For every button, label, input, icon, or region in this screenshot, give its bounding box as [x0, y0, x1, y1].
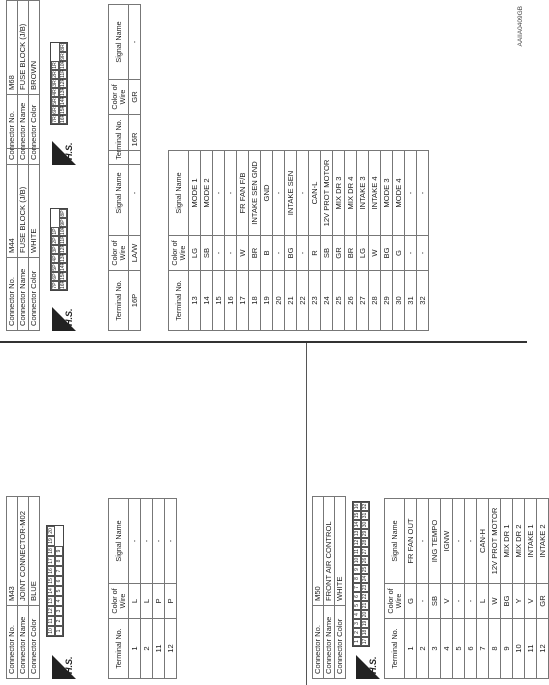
wire-color: BG — [381, 236, 393, 271]
m50-connector-color: WHITE — [335, 497, 346, 606]
m44-connector-no: M44 — [7, 149, 18, 258]
connector-pin: 17 — [362, 638, 368, 645]
signal-name: - — [165, 499, 177, 584]
pin-row — [465, 499, 477, 679]
signal-name: MIX DR 4 — [345, 151, 357, 236]
m44-pin-table-wrap — [108, 150, 141, 331]
left-divider — [306, 343, 307, 685]
m68-pin-table: Terminal No. Color of Wire Signal Name 16R GR - — [108, 4, 141, 165]
connector-pin: 1 — [353, 637, 361, 646]
pin-row — [273, 151, 285, 331]
connector-pin: 5 — [55, 586, 63, 596]
pin-row — [225, 151, 237, 331]
connector-pin: 7P — [52, 282, 58, 289]
connector-pin: 13R — [60, 86, 66, 96]
connector-pin: 9 — [353, 565, 361, 574]
m44-info-table: Connector No. M44 Connector Name FUSE BLOCK (J/B) Connector Color WHITE — [6, 148, 40, 331]
m44-pin-table: Terminal No. Color of Wire Signal Name 16P LA/W - — [108, 150, 141, 331]
signal-name: CAN-H — [477, 499, 489, 584]
connector-pin: 18 — [362, 629, 368, 636]
pin-row — [285, 151, 297, 331]
wire-color: - — [225, 236, 237, 271]
pin-row — [357, 151, 369, 331]
connector-pin: 7 — [353, 583, 361, 592]
connector-pin: 20 — [362, 611, 368, 618]
connector-pin: 4 — [353, 610, 361, 619]
wire-color: V — [441, 584, 453, 619]
m44-connector-name: FUSE BLOCK (J/B) — [18, 149, 29, 258]
connector-pin: 27 — [362, 548, 368, 555]
terminal-no: 23 — [309, 271, 321, 331]
terminal-no: 7 — [477, 619, 489, 679]
pin-row — [189, 151, 201, 331]
signal-name: 12V PROT MOTOR — [489, 499, 501, 584]
connector-pin: 19 — [47, 536, 55, 546]
m50-pin-table-wrap — [384, 498, 549, 679]
m43-pin-table-wrap — [108, 498, 177, 679]
wire-color: SB — [201, 236, 213, 271]
signal-name: - — [141, 499, 153, 584]
terminal-no: 17 — [237, 271, 249, 331]
connector-pin-row — [51, 209, 59, 290]
connector-pin: 6P — [52, 273, 58, 280]
connector-pin: 3R — [52, 80, 58, 87]
pin-row — [417, 499, 429, 679]
wire-color: L — [141, 584, 153, 619]
connector-pin: 1R — [52, 62, 58, 69]
terminal-no: 18 — [249, 271, 261, 331]
pin-row — [141, 499, 153, 679]
signal-name: INTAKE 1 — [525, 499, 537, 584]
connector-pin: 22 — [362, 593, 368, 600]
connector-pin: 12 — [47, 606, 55, 616]
wire-color: LG — [189, 236, 201, 271]
hs-icon: H.S. — [52, 653, 77, 679]
wire-color: BG — [501, 584, 513, 619]
signal-name: MODE 4 — [393, 151, 405, 236]
signal-name: FR FAN F/B — [237, 151, 249, 236]
connector-pin: 12 — [354, 539, 360, 546]
connector-pin: 4R — [52, 89, 58, 96]
signal-name: IGNW — [441, 499, 453, 584]
terminal-no: 4 — [441, 619, 453, 679]
signal-name: CAN-L — [309, 151, 321, 236]
connector-pin: 6 — [55, 576, 63, 586]
connector-pin: 26 — [362, 557, 368, 564]
connector-pin: 2 — [353, 628, 361, 637]
m43-connector-color: BLUE — [29, 497, 40, 606]
connector-pin: 11 — [47, 616, 55, 626]
terminal-no: 28 — [369, 271, 381, 331]
connector-pin: 20 — [47, 526, 55, 536]
connector-pin: 13 — [47, 596, 55, 606]
terminal-no: 15 — [213, 271, 225, 331]
pin-row — [489, 499, 501, 679]
connector-pin: 3 — [353, 619, 361, 628]
signal-name: - — [225, 151, 237, 236]
connector-pin: 31 — [362, 512, 368, 519]
connector-pin: 16 — [47, 566, 55, 576]
connector-pin: 16R — [60, 113, 66, 123]
wire-color: - — [453, 584, 465, 619]
wire-color: SB — [429, 584, 441, 619]
signal-name: MODE 3 — [381, 151, 393, 236]
terminal-no: 5 — [453, 619, 465, 679]
wire-color: Y — [513, 584, 525, 619]
signal-name: MIX DR 1 — [501, 499, 513, 584]
wire-color: BG — [285, 236, 297, 271]
wire-color: V — [525, 584, 537, 619]
wire-color: W — [489, 584, 501, 619]
connector-pin: 29 — [362, 530, 368, 537]
pin-row — [417, 151, 429, 331]
terminal-no: 8 — [489, 619, 501, 679]
connector-pin: 19 — [362, 620, 368, 627]
m68-info-table: Connector No. M68 Connector Name FUSE BLOCK (J/B) Connector Color BROWN — [6, 0, 40, 165]
pin-row — [201, 151, 213, 331]
terminal-no: 24 — [321, 271, 333, 331]
signal-name: - — [129, 5, 141, 80]
m50-block — [312, 496, 346, 679]
m50-info-table: Connector No. M50 Connector Name FRONT AIR CONTROL Connector Color WHITE — [312, 496, 346, 679]
pin-row — [513, 499, 525, 679]
terminal-no: 27 — [357, 271, 369, 331]
m43-connector-face — [46, 525, 64, 637]
wire-color: - — [405, 236, 417, 271]
connector-pin: 4 — [55, 596, 63, 606]
m68-connector-name: FUSE BLOCK (J/B) — [18, 1, 29, 95]
terminal-no: 16P — [129, 271, 141, 331]
signal-name: - — [129, 151, 141, 236]
connector-pin: 5R — [52, 98, 58, 105]
pin-row — [129, 499, 141, 679]
terminal-no: 30 — [393, 271, 405, 331]
wire-color: - — [297, 236, 309, 271]
hs-icon: H.S. — [52, 305, 77, 331]
pin-row — [261, 151, 273, 331]
connector-pin: 15 — [354, 512, 360, 519]
wire-color: B — [261, 236, 273, 271]
wire-color: G — [405, 584, 417, 619]
connector-pin: 17 — [47, 556, 55, 566]
signal-name: - — [153, 499, 165, 584]
connector-pin: 14P — [60, 262, 66, 271]
terminal-no: 14 — [201, 271, 213, 331]
m50-pin-table: Terminal No. Color of Wire Signal Name 1 G FR FAN OUT 2 - - 3 SB ING TEMPO 4 V IGNW 5 - - 6 - - 7 L CAN-H 8 W 12V PROT MOTOR 9 BG MIX DR 1 10 Y MIX DR 2 11 V INTAKE 1 12 GR INTAKE 2 — [384, 498, 549, 679]
m50-connector-name: FRONT AIR CONTROL — [324, 497, 335, 606]
m50-connector-no: M50 — [313, 497, 324, 606]
m68-pin-table-wrap — [108, 4, 141, 165]
connector-pin: 30 — [362, 521, 368, 528]
pin-row — [537, 499, 549, 679]
connector-pin: 12R — [60, 77, 66, 87]
pin-row — [441, 499, 453, 679]
connector-pin: 10P — [60, 226, 66, 235]
terminal-no: 22 — [297, 271, 309, 331]
m68-block — [6, 0, 40, 165]
m43-pin-table: Terminal No. Color of Wire Signal Name 1 L - 2 L - 11 P - 12 P - — [108, 498, 177, 679]
connector-pin-row — [59, 209, 67, 290]
connector-pin: 25 — [362, 566, 368, 573]
connector-pin: 15 — [47, 576, 55, 586]
signal-name: - — [213, 151, 225, 236]
signal-name: - — [465, 499, 477, 584]
pin-row — [213, 151, 225, 331]
pin-row — [165, 499, 177, 679]
connector-pin: 5P — [52, 264, 58, 271]
pin-row — [525, 499, 537, 679]
pin-row — [381, 151, 393, 331]
signal-name: ING TEMPO — [429, 499, 441, 584]
connector-pin-row — [51, 43, 59, 124]
m44-connector-face — [50, 208, 68, 291]
terminal-no: 13 — [189, 271, 201, 331]
connector-pin: 4P — [52, 255, 58, 262]
wire-color: BR — [249, 236, 261, 271]
wire-color: BR — [345, 236, 357, 271]
signal-name: - — [273, 151, 285, 236]
pin-row — [453, 499, 465, 679]
connector-pin: 6 — [353, 592, 361, 601]
terminal-no: 2 — [417, 619, 429, 679]
connector-pin: 32 — [362, 503, 368, 510]
wire-color: - — [465, 584, 477, 619]
connector-pin: 28 — [362, 539, 368, 546]
terminal-no: 6 — [465, 619, 477, 679]
connector-pin: 15R — [60, 104, 66, 114]
connector-pin: 2P — [52, 237, 58, 244]
pin-row — [321, 151, 333, 331]
connector-pin: 14R — [60, 95, 66, 105]
connector-pin: 8P — [60, 210, 66, 217]
connector-pin: 21 — [362, 602, 368, 609]
signal-name: - — [453, 499, 465, 584]
signal-name: GND — [261, 151, 273, 236]
connector-pin: 1P — [52, 228, 58, 235]
wire-color: LA/W — [129, 236, 141, 271]
signal-name: - — [405, 151, 417, 236]
pin-row — [333, 151, 345, 331]
connector-pin: 9 — [55, 546, 63, 556]
connector-pin: 23 — [362, 584, 368, 591]
m44-connector-color: WHITE — [29, 149, 40, 258]
signal-name: - — [417, 499, 429, 584]
signal-name: 12V PROT MOTOR — [321, 151, 333, 236]
wire-color: R — [309, 236, 321, 271]
connector-pin: 18 — [47, 546, 55, 556]
wire-color: - — [213, 236, 225, 271]
wire-color: L — [477, 584, 489, 619]
connector-pin: 24 — [362, 575, 368, 582]
m44-block — [6, 148, 40, 331]
m43-block — [6, 496, 40, 679]
signal-name: - — [297, 151, 309, 236]
m43-connector-no: M43 — [7, 497, 18, 606]
terminal-no: 10 — [513, 619, 525, 679]
wire-color: LG — [357, 236, 369, 271]
terminal-no: 19 — [261, 271, 273, 331]
terminal-no: 12 — [165, 619, 177, 679]
terminal-no: 2 — [141, 619, 153, 679]
terminal-no: 20 — [273, 271, 285, 331]
connector-pin: 2 — [55, 616, 63, 626]
signal-name: - — [417, 151, 429, 236]
signal-name: MIX DR 2 — [513, 499, 525, 584]
wire-color: G — [393, 236, 405, 271]
connector-pin: 9R — [60, 53, 66, 60]
terminal-no: 25 — [333, 271, 345, 331]
wire-color: - — [417, 584, 429, 619]
m50-pin-table-continued: Terminal No. Color of Wire Signal Name 13 LG MODE 1 14 SB MODE 2 15 - - 16 - - 17 W FR FAN F/B 18 BR INTAKE SEN GND 19 B GND 20 - - 21 BG INTAKE SEN 22 - - 23 R CAN-L 24 SB 12V PROT MOTOR 25 GR MIX DR 3 26 BR MIX DR 4 27 LG INTAKE 3 28 W INTAKE 4 29 BG MODE 3 30 G MODE 4 31 - - 32 - - — [168, 150, 429, 331]
terminal-no: 16R — [129, 115, 141, 165]
m50-pin-table-cont-wrap — [168, 150, 429, 331]
connector-pin: 1 — [55, 626, 63, 636]
connector-pin: 16 — [354, 503, 360, 510]
pin-row — [393, 151, 405, 331]
terminal-no: 26 — [345, 271, 357, 331]
signal-name: MODE 2 — [201, 151, 213, 236]
terminal-no: 11 — [525, 619, 537, 679]
wire-color: SB — [321, 236, 333, 271]
connector-pin: 8 — [55, 556, 63, 566]
terminal-no: 31 — [405, 271, 417, 331]
connector-pin-row — [55, 526, 63, 636]
hs-icon: H.S. — [356, 653, 381, 679]
terminal-no: 32 — [417, 271, 429, 331]
pin-row — [129, 151, 141, 331]
pin-row — [345, 151, 357, 331]
connector-pin: 8R — [60, 44, 66, 51]
wire-color: GR — [333, 236, 345, 271]
connector-pin: 15P — [60, 271, 66, 280]
wire-color: - — [417, 236, 429, 271]
pin-row — [477, 499, 489, 679]
signal-name: MODE 1 — [189, 151, 201, 236]
connector-pin: 5 — [353, 601, 361, 610]
wire-color: GR — [537, 584, 549, 619]
pin-row — [429, 499, 441, 679]
connector-pin: 6R — [52, 107, 58, 114]
connector-pin: 14 — [47, 586, 55, 596]
connector-pin: 11R — [60, 69, 66, 78]
m68-connector-no: M68 — [7, 1, 18, 95]
pin-row — [297, 151, 309, 331]
m68-connector-color: BROWN — [29, 1, 40, 95]
signal-name: MIX DR 3 — [333, 151, 345, 236]
hs-icon: H.S. — [52, 139, 77, 165]
connector-pin: 7 — [55, 566, 63, 576]
signal-name: INTAKE 4 — [369, 151, 381, 236]
m50-connector-face — [352, 501, 370, 647]
terminal-no: 21 — [285, 271, 297, 331]
connector-pin: 2R — [52, 71, 58, 78]
terminal-no: 11 — [153, 619, 165, 679]
pin-row — [153, 499, 165, 679]
connector-pin: 7R — [52, 116, 58, 123]
wire-color: P — [153, 584, 165, 619]
pin-row — [129, 5, 141, 165]
center-divider — [0, 342, 527, 344]
connector-pin: 14 — [354, 521, 360, 528]
pin-row — [249, 151, 261, 331]
connector-pin: 10 — [354, 557, 360, 564]
terminal-no: 16 — [225, 271, 237, 331]
signal-name: INTAKE SEN — [285, 151, 297, 236]
connector-pin: 8 — [353, 574, 361, 583]
connector-pin-row — [59, 43, 67, 124]
wire-color: W — [237, 236, 249, 271]
wire-color: W — [369, 236, 381, 271]
wire-color: GR — [129, 80, 141, 115]
connector-pin: 10 — [47, 626, 55, 636]
wire-color: L — [129, 584, 141, 619]
connector-pin: 13 — [354, 530, 360, 537]
wire-color: - — [273, 236, 285, 271]
m43-connector-name: JOINT CONNECTOR-M02 — [18, 497, 29, 606]
m43-info-table: Connector No. M43 Connector Name JOINT CONNECTOR-M02 Connector Color BLUE — [6, 496, 40, 679]
terminal-no: 12 — [537, 619, 549, 679]
connector-pin-row — [353, 502, 361, 646]
connector-pin: 13P — [60, 253, 66, 262]
wire-color: P — [165, 584, 177, 619]
pin-row — [369, 151, 381, 331]
signal-name: INTAKE 2 — [537, 499, 549, 584]
pin-row — [405, 151, 417, 331]
terminal-no: 1 — [129, 619, 141, 679]
pin-row — [309, 151, 321, 331]
terminal-no: 9 — [501, 619, 513, 679]
signal-name: INTAKE SEN GND — [249, 151, 261, 236]
connector-pin: 3 — [55, 606, 63, 616]
connector-pin: 11P — [60, 235, 66, 244]
connector-pin: 16P — [60, 280, 66, 289]
terminal-no: 29 — [381, 271, 393, 331]
signal-name: FR FAN OUT — [405, 499, 417, 584]
m68-connector-face — [50, 42, 68, 125]
figure-code: AAIIA0409GB — [517, 6, 524, 47]
connector-pin-row — [47, 526, 55, 636]
connector-pin-row — [361, 502, 369, 646]
connector-pin: 9P — [60, 219, 66, 226]
signal-name: - — [129, 499, 141, 584]
pin-row — [405, 499, 417, 679]
pin-row — [237, 151, 249, 331]
connector-pin: 3P — [52, 246, 58, 253]
pin-row — [501, 499, 513, 679]
connector-pin: 12P — [60, 244, 66, 253]
terminal-no: 1 — [405, 619, 417, 679]
terminal-no: 3 — [429, 619, 441, 679]
connector-pin: 11 — [354, 548, 360, 555]
connector-pin: 10R — [60, 59, 66, 69]
signal-name: INTAKE 3 — [357, 151, 369, 236]
